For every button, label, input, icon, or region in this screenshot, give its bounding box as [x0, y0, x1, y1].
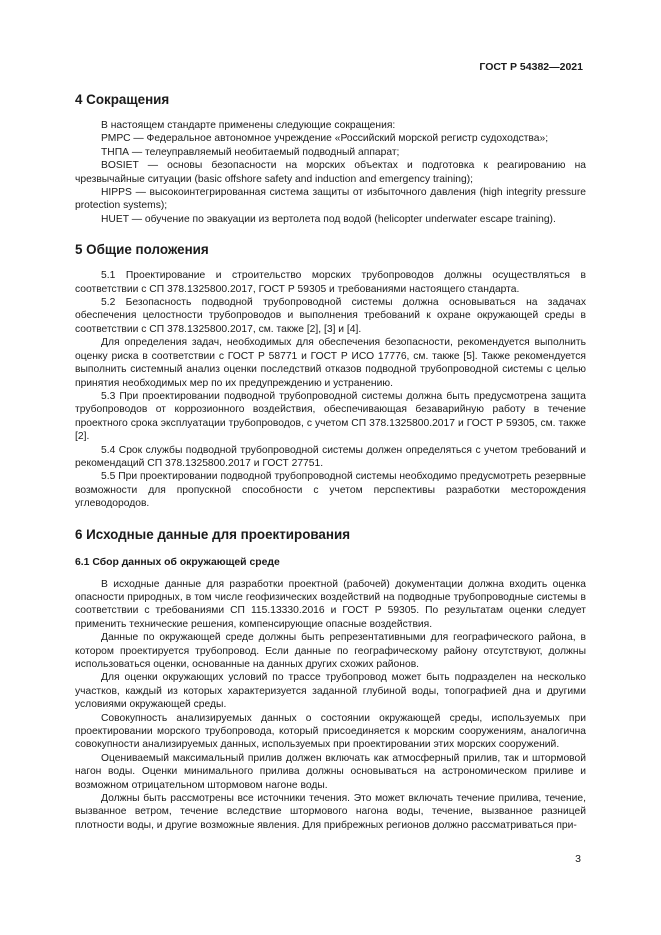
- paragraph: Для оценки окружающих условий по трассе трубопровод может быть подразделен на несколько участков, каждый из которых характеризуется заданной глубиной воды, топографией дна и другими условиями окружающей среды.: [75, 672, 586, 711]
- abbreviation-item: BOSIET — основы безопасности на морских объектах и подготовка к реагированию на чрезвычайные ситуации (basic offshore safety and induction and emergency training);: [75, 160, 586, 185]
- paragraph: В исходные данные для разработки проектной (рабочей) документации должна входить оценка опасности природных, в том числе геофизических воздействий на подводные трубопроводные системы в соответствии с требованиями СП 115.13330.2016 и ГОСТ Р 59305. По результатам оценки следует применить технические решения, компенсирующие опасные воздействия.: [75, 578, 586, 630]
- section-heading: 5 Общие положения: [75, 242, 209, 258]
- abbreviation-item: ТНПА — телеуправляемый необитаемый подводный аппарат;: [101, 146, 400, 158]
- abbreviation-item: РМРС — Федеральное автономное учреждение «Российский морской регистр судоходства»;: [101, 133, 549, 145]
- paragraph: Данные по окружающей среде должны быть репрезентативными для географического района, в котором проектируется трубопровод. Если данные по географическому району отсутствуют, должны использоваться оценки, основанные на данных других схожих районов.: [75, 632, 586, 670]
- paragraph: 5.3 При проектировании подводной трубопроводной системы должна быть предусмотрена защита трубопроводов от коррозионного воздействия, обеспечивающая безаварийную работу в течение проектного срока эксплуатации трубопроводов, с учетом СП 378.1325800.2017 и ГОСТ Р 59305, см. также [2].: [75, 390, 586, 443]
- paragraph: Оцениваемый максимальный прилив должен включать как атмосферный прилив, так и штормовой нагон воды. Оценки минимального прилива должны основываться на астрономическом приливе и возможном отрицательном штормовом нагоне воды.: [75, 752, 586, 791]
- section-heading: 4 Сокращения: [75, 92, 170, 107]
- section-intro: В настоящем стандарте применены следующие сокращения:: [101, 120, 396, 131]
- paragraph: 5.2 Безопасность подводной трубопроводной системы должна основываться на задачах обеспечения целостности трубопроводов и выполнения требований к охране окружающей среды в соответствии с СП 378.1325800.2017, см. также [2], [3] и [4].: [75, 297, 586, 335]
- paragraph: Должны быть рассмотрены все источники течения. Это может включать течение прилива, течение, вызванное ветром, течение вследствие штормового нагона воды, течение, вызванное разницей плотности воды, и другие возможные явления. Для прибрежных регионов должно рассматриваться при-: [75, 793, 586, 831]
- subsection-heading: 6.1 Сбор данных об окружающей среде: [75, 556, 280, 568]
- page-number: 3: [575, 852, 581, 865]
- page-content: [75, 92, 586, 848]
- section-heading: 6 Исходные данные для проектирования: [75, 526, 351, 542]
- standard-header: ГОСТ Р 54382—2021: [479, 61, 583, 73]
- paragraph: Для определения задач, необходимых для обеспечения безопасности, рекомендуется выполнить оценку риска в соответствии с ГОСТ Р 58771 и ГОСТ Р ИСО 17776, см. также [5]. Также рекомендуется выполнить системный анализ оценки последствий отказов подводной трубопроводной системы с целью принятия необходимых мер по их предупреждению и устранению.: [75, 337, 586, 389]
- section-design-input: [75, 527, 586, 833]
- section-abbreviations: [75, 92, 586, 226]
- abbreviation-item: HUET — обучение по эвакуации из вертолета под водой (helicopter underwater escape training).: [101, 213, 556, 225]
- paragraph: Совокупность анализируемых данных о состоянии окружающей среды, используемых при проектировании морского трубопровода, который присоединяется к морским сооружениям, аналогична совокупности анализируемых данных, используемых при проектировании этих морских сооружений.: [75, 712, 586, 751]
- paragraph: 5.5 При проектировании подводной трубопроводной системы необходимо предусмотреть резервные возможности для пропускной способности с учетом перспективы разработки месторождения углеводородов.: [75, 471, 586, 510]
- paragraph: 5.1 Проектирование и строительство морских трубопроводов должны осуществляться в соответствии с СП 378.1325800.2017, ГОСТ Р 59305 и требованиями настоящего стандарта.: [75, 270, 586, 295]
- abbreviation-item: HIPPS — высокоинтегрированная система защиты от избыточного давления (high integrity pressure protection systems);: [75, 187, 586, 212]
- section-general: [75, 242, 586, 510]
- paragraph: 5.4 Срок службы подводной трубопроводной системы должен определяться с учетом требований и рекомендаций СП 378.1325800.2017 и ГОСТ 27751.: [75, 444, 586, 469]
